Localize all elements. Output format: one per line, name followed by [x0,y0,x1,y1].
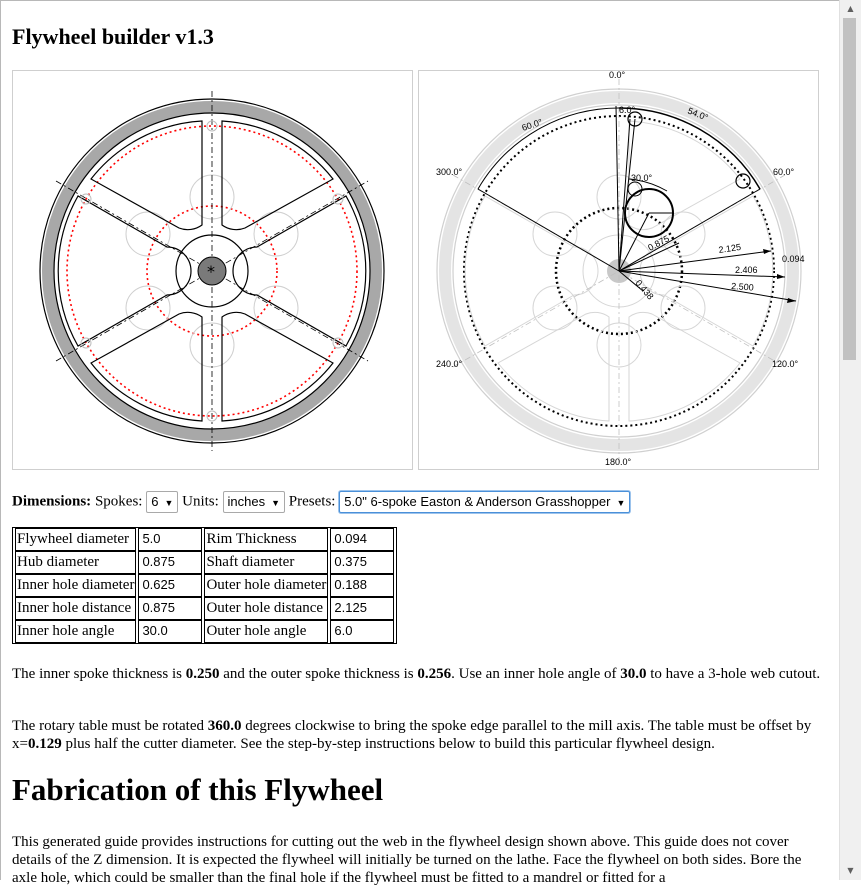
angle-180-label: 180.0° [605,457,632,467]
table-row [15,620,394,643]
table-row [15,551,394,574]
flywheel-dimension-panel [418,70,819,470]
chevron-down-icon: ▼ [164,498,174,508]
flywheel-dimension-diagram [419,71,818,469]
flywheel-preview-panel [12,70,413,470]
dim-0875-label: 0.875 [646,233,671,253]
arc-54-label: 54.0° [686,105,710,123]
flywheel-diameter-input[interactable] [140,531,200,546]
dim-2500-label: 2.500 [730,281,755,293]
scroll-down-arrow-icon[interactable]: ▼ [847,866,854,875]
param-label: Flywheel diameter [15,528,136,551]
dimensions-label: Dimensions: [12,493,92,510]
dim-0094-label: 0.094 [782,254,805,264]
chevron-down-icon: ▼ [616,498,626,508]
table-row [15,574,394,597]
spoke-thickness-summary: The inner spoke thickness is 0.250 and the outer spoke thickness is 0.256. Use an inner hole angle of 30.0 to have a 3-hole web cutout. [12,666,821,682]
outer-hole-diameter-input[interactable] [332,577,392,592]
param-label: Outer hole angle [204,620,328,643]
presets-select[interactable]: 5.0" 6-spoke Easton & Anderson Grasshopper ▼ [339,491,630,513]
hub-diameter-input[interactable] [140,554,200,569]
dimensions-controls [12,491,630,513]
scroll-thumb[interactable] [843,18,856,360]
spokes-select[interactable]: 6 ▼ [146,491,178,513]
angle-240-label: 240.0° [436,359,463,369]
angle-120-label: 120.0° [772,359,799,369]
table-row [15,528,394,551]
spokes-label: Spokes: [94,493,143,510]
param-label: Inner hole angle [15,620,136,643]
parameters-table [12,527,397,644]
shaft-diameter-input[interactable] [332,554,392,569]
dim-2125-label: 2.125 [717,241,742,255]
units-label: Units: [182,493,219,510]
param-label: Inner hole distance [15,597,136,620]
table-row [15,597,394,620]
svg-text:*: * [207,262,215,281]
angle-300-label: 300.0° [436,167,463,177]
inner-hole-diameter-input[interactable] [140,577,200,592]
inner-hole-distance-input[interactable] [140,600,200,615]
param-label: Shaft diameter [204,551,328,574]
param-label: Outer hole distance [204,597,328,620]
flywheel-preview-diagram [13,71,412,469]
fabrication-heading: Fabrication of this Flywheel [12,772,384,807]
units-select[interactable]: inches ▼ [223,491,286,513]
dim-0438-label: 0.438 [633,277,656,302]
angle-0-label: 0.0° [609,71,626,80]
arc-30-label: 30.0° [631,173,653,183]
arc-6-label: 6.0° [619,105,636,115]
rim-thickness-input[interactable] [332,531,392,546]
inner-hole-angle-input[interactable] [140,623,200,638]
angle-60-label: 60.0° [773,167,795,177]
outer-hole-angle-input[interactable] [332,623,392,638]
dim-2406-label: 2.406 [735,265,758,275]
scroll-up-arrow-icon[interactable]: ▲ [847,4,854,13]
param-label: Hub diameter [15,551,136,574]
vertical-scrollbar[interactable] [839,0,861,880]
param-label: Inner hole diameter [15,574,136,597]
page-title: Flywheel builder v1.3 [12,24,214,49]
param-label: Outer hole diameter [204,574,328,597]
param-label: Rim Thickness [204,528,328,551]
presets-label: Presets: [288,493,336,510]
chevron-down-icon: ▼ [271,498,281,508]
rotary-table-summary: The rotary table must be rotated 360.0 degrees clockwise to bring the spoke edge parallel to the mill axis. The table must be offset by x=0.129 plus half the cutter diameter. See the step-by-step instructions below to build this particular flywheel design. [12,718,812,752]
fabrication-intro: This generated guide provides instructions for cutting out the web in the flywheel design shown above. This guide does not cover details of the Z dimension. It is expected the flywheel will initially be turned on the lathe. Face the flywheel on both sides. Bore the axle hole, which could be smaller than the final hole if the flywheel must be fitted to a mandrel or fitted for a [12,834,802,886]
arc-60-label: 60.0° [520,116,544,133]
outer-hole-distance-input[interactable] [332,600,392,615]
